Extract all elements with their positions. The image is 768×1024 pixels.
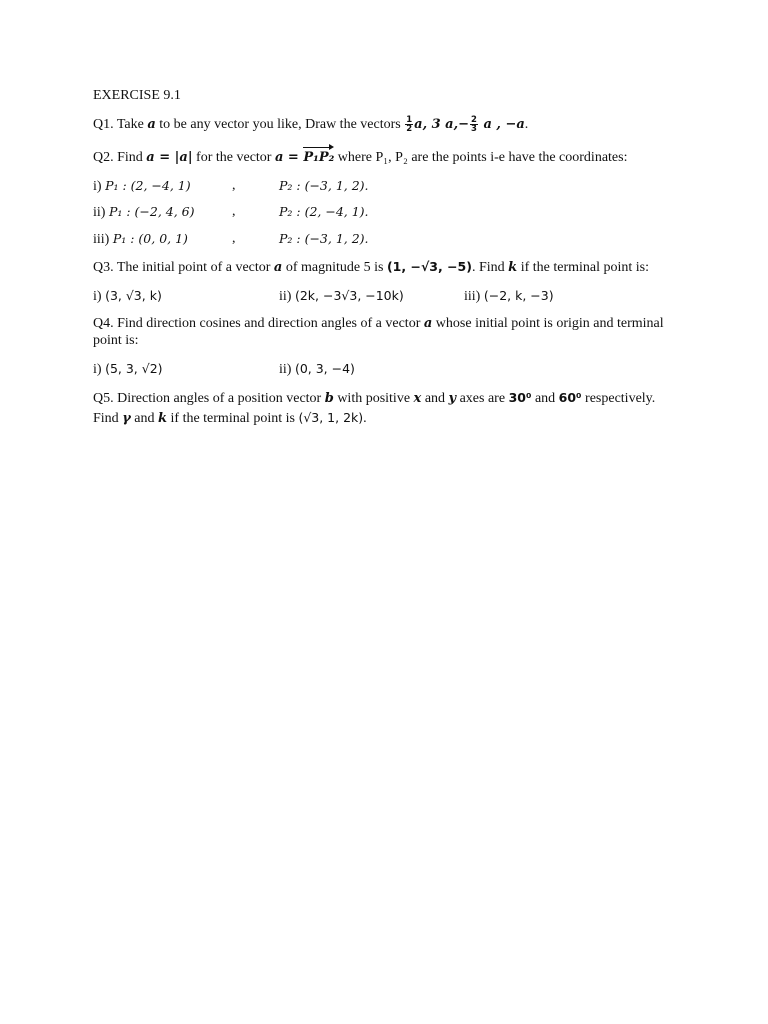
q5-var-x: x	[413, 391, 422, 406]
q2-part-3-sep: ,	[232, 231, 236, 246]
question-5-line-2: Find γ and k if the terminal point is (√3, 1, 2k).	[93, 410, 367, 426]
q2-eq: a = |a|	[146, 150, 193, 165]
q4-part-2: ii) (0, 3, −4)	[279, 361, 355, 377]
q4-part-1-value: (5, 3, √2)	[105, 361, 163, 376]
q2-part-1-sep: ,	[232, 178, 236, 193]
exercise-title: EXERCISE 9.1	[93, 88, 181, 103]
q4-var-a: a	[423, 316, 433, 331]
q4-part-1: i) (5, 3, √2)	[93, 361, 163, 377]
q4-part-2-value: (0, 3, −4)	[294, 361, 355, 376]
q3-part-1: i) (3, √3, k)	[93, 288, 162, 304]
fraction-one-half: $\frac{1}{2}$	[406, 115, 413, 135]
q3-part-1-value: (3, √3, k)	[105, 288, 162, 303]
q2-part-2-p2: P₂ : (2, −4, 1).	[279, 204, 369, 219]
q3-part-3: iii) (−2, k, −3)	[464, 288, 554, 304]
q5-var-y: y	[448, 391, 457, 406]
question-5-line-1: Q5. Direction angles of a position vector b with positive x and y axes are 30⁰ and 60⁰ respectively.	[93, 390, 656, 406]
q1-var-a: a	[147, 117, 156, 132]
q5-var-b: b	[324, 391, 334, 406]
q1-intro: Q1. Take	[93, 117, 148, 132]
q2-part-3-p2: P₂ : (−3, 1, 2).	[279, 231, 369, 246]
question-2	[93, 149, 627, 167]
q3-initial-point: (1, −√3, −5)	[386, 259, 472, 274]
q3-part-3-value: (−2, k, −3)	[483, 288, 554, 303]
q1-mid: to be any vector you like, Draw the vectors	[155, 117, 405, 132]
q2-part-3: iii) P₁ : (0, 0, 1)	[93, 231, 188, 247]
vector-p1p2: P₁P₂	[303, 150, 335, 165]
question-3: Q3. The initial point of a vector a of magnitude 5 is (1, −√3, −5). Find k if the terminal point is:	[93, 259, 649, 275]
q2-part-1-p1: P₁ : (2, −4, 1)	[105, 178, 191, 193]
fraction-two-thirds: $\frac{2}{3}$	[471, 115, 477, 135]
q3-var-k: k	[508, 260, 518, 275]
q3-part-2: ii) (2k, −3√3, −10k)	[279, 288, 404, 304]
question-1	[93, 116, 528, 134]
q5-var-gamma: γ	[122, 411, 131, 426]
q5-terminal-point: (√3, 1, 2k)	[298, 410, 364, 425]
q2-part-1-p2: P₂ : (−3, 1, 2).	[279, 178, 369, 193]
q2-tail: where P₁, P₂ are the points i-e have the coordinates:	[334, 150, 628, 165]
q2-eq2: a =	[274, 150, 304, 165]
q1-expr1: a, 3 a,−	[414, 117, 470, 132]
q5-angle-1: 30⁰	[508, 390, 532, 405]
q2-part-2-p1: P₁ : (−2, 4, 6)	[108, 204, 195, 219]
q2-intro: Q2. Find	[93, 150, 147, 165]
q2-part-2: ii) P₁ : (−2, 4, 6)	[93, 204, 195, 220]
q5-var-k: k	[158, 411, 168, 426]
q2-part-3-p1: P₁ : (0, 0, 1)	[112, 231, 188, 246]
q2-part-2-sep: ,	[232, 204, 236, 219]
q1-expr2: a , −a	[478, 117, 525, 132]
q3-var-a: a	[273, 260, 283, 275]
question-4-line-1: Q4. Find direction cosines and direction angles of a vector a whose initial point is origin and terminal	[93, 316, 664, 331]
question-4-line-2: point is:	[93, 333, 139, 348]
q3-part-2-value: (2k, −3√3, −10k)	[294, 288, 404, 303]
q1-end: .	[524, 117, 529, 132]
q2-part-1: i) P₁ : (2, −4, 1)	[93, 178, 191, 194]
q5-angle-2: 60⁰	[558, 390, 582, 405]
q2-mid: for the vector	[192, 150, 275, 165]
